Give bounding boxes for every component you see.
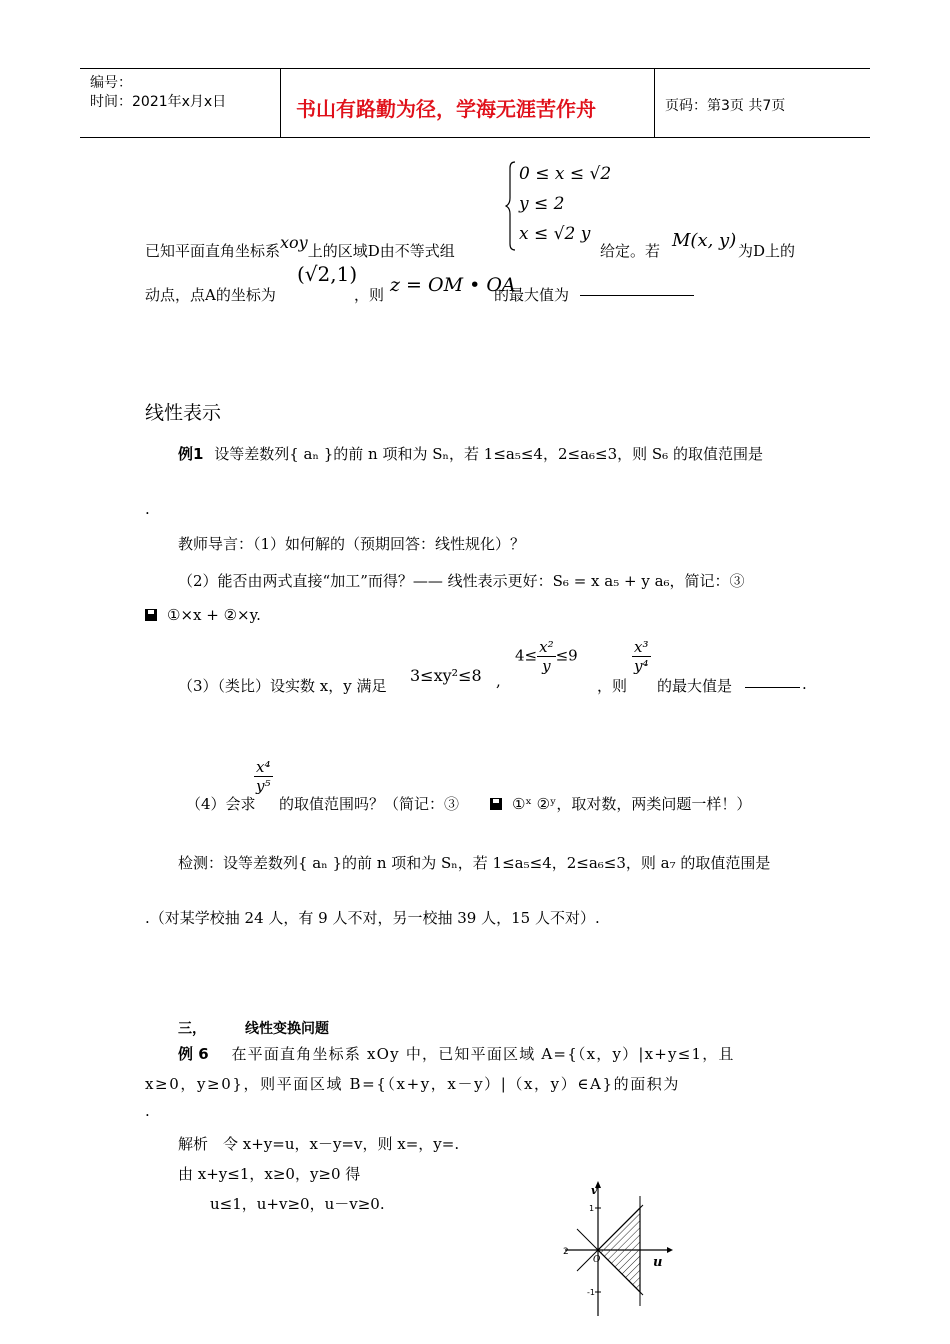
inequality-1: 3≤xy²≤8 <box>410 666 482 685</box>
text: （4）会求 <box>186 795 256 813</box>
problem-text-line <box>145 233 455 261</box>
example-text: x≥0，y≥0}，则平面区域 B={（x+y，x－y）|（x，y）∈A}的面积为 <box>145 1075 681 1093</box>
denominator: y <box>542 657 551 675</box>
formula-z: z = OM • OA <box>390 274 516 296</box>
denominator: y⁵ <box>256 777 271 795</box>
example-text: 在平面直角坐标系 xOy 中，已知平面区域 A={（x，y）|x+y≤1，且 <box>231 1045 735 1063</box>
fraction <box>537 638 555 675</box>
text: （3）（类比）设实数 x，y 满足 <box>178 677 387 695</box>
save-icon <box>145 609 157 621</box>
left-brace-icon <box>505 160 519 252</box>
region-figure <box>555 1178 675 1318</box>
system-line: x ≤ √2 y <box>519 224 591 244</box>
save-icon <box>490 798 502 810</box>
example-label: 例1 <box>178 445 204 463</box>
teacher-guide: 教师导言：（1）如何解的（预期回答：线性规化）？ <box>178 535 526 553</box>
system-line: 0 ≤ x ≤ √2 <box>519 164 612 184</box>
question-2-cont <box>145 606 261 624</box>
numerator: x² <box>539 638 554 656</box>
text: ，则 <box>597 677 628 695</box>
text: . <box>802 675 807 693</box>
example-1 <box>178 443 763 464</box>
axis-label-v: v <box>591 1184 598 1197</box>
page-info: 页码：第3页 共7页 <box>665 98 786 114</box>
solution-line: 解析 令 x+y=u，x－y=v，则 x=，y=. <box>178 1135 460 1153</box>
solution-line: u≤1，u+v≥0，u－v≥0. <box>210 1195 385 1213</box>
section-heading: 线性变换问题 <box>245 1021 329 1037</box>
text-line <box>490 793 751 814</box>
text: 的取值范围吗？（简记：③ <box>279 795 460 813</box>
text: 已知平面直角坐标系 <box>145 242 281 260</box>
text: 动点，点A的坐标为 <box>145 286 276 304</box>
target-fraction <box>632 638 651 675</box>
example-label: 例 6 <box>178 1045 209 1063</box>
time-label: 时间：2021年x月x日 <box>90 94 227 110</box>
text: . <box>145 1102 150 1120</box>
text: 4≤ <box>515 646 538 665</box>
solution-line: 由 x+y≤1，x≥0，y≥0 得 <box>178 1165 361 1183</box>
text: 为D上的 <box>738 242 796 260</box>
numerator: x³ <box>632 638 651 657</box>
section-number: 三， <box>178 1021 206 1037</box>
question-2: （2）能否由两式直接“加工”而得？—— 线性表示更好：S₆ = x a₅ + y a₆，简记：③ <box>178 572 745 590</box>
arrow-icon <box>667 1247 673 1253</box>
check-problem-cont: .（对某学校抽 24 人，有 9 人不对，另一校抽 39 人，15 人不对）. <box>145 909 600 927</box>
axis-label-u: u <box>653 1255 663 1270</box>
shaded-region <box>598 1208 640 1292</box>
system-line: y ≤ 2 <box>519 194 565 214</box>
coord-system: xoy <box>280 233 308 252</box>
inequality-2 <box>515 638 578 675</box>
check-problem: 检测：设等差数列{ aₙ }的前 n 项和为 Sₙ，若 1≤a₅≤4，2≤a₆≤3，则 a₇ 的取值范围是 <box>178 854 771 872</box>
origin-label: O <box>593 1255 601 1265</box>
example-text: 设等差数列{ aₙ }的前 n 项和为 Sₙ，若 1≤a₅≤4，2≤a₆≤3，则 S₆ 的取值范围是 <box>214 445 763 463</box>
point-a-coord: (√2,1) <box>297 262 358 286</box>
header-divider <box>654 69 655 137</box>
header-divider <box>280 69 281 137</box>
example-6 <box>178 1043 735 1064</box>
section-heading: 线性表示 <box>145 402 222 424</box>
text: ①ˣ ②ʸ，取对数，两类问题一样！） <box>512 795 752 813</box>
text: ≤9 <box>555 646 578 665</box>
code-label: 编号： <box>90 75 132 91</box>
answer-blank[interactable] <box>580 281 694 296</box>
text: 的最大值是 <box>657 677 733 695</box>
tick-label: 1 <box>589 1204 595 1213</box>
text: ①×x + ②×y. <box>167 606 261 624</box>
side-label: 2 <box>563 1247 569 1257</box>
motto: 书山有路勤为径，学海无涯苦作舟 <box>296 97 596 121</box>
numerator: x⁴ <box>254 758 273 777</box>
answer-blank[interactable] <box>745 673 800 688</box>
target-fraction <box>254 758 273 795</box>
inequality-system <box>505 160 615 252</box>
text: ，则 <box>354 286 385 304</box>
denominator: y⁴ <box>634 657 649 675</box>
text: 的最大值为 <box>494 286 570 304</box>
tick-label: -1 <box>587 1288 595 1297</box>
text: 上的区域D由不等式组 <box>307 242 455 260</box>
point-m: M(x, y) <box>672 230 737 251</box>
text: . <box>145 500 150 518</box>
text: , <box>496 672 501 690</box>
given-text: 给定。若 <box>600 242 661 260</box>
